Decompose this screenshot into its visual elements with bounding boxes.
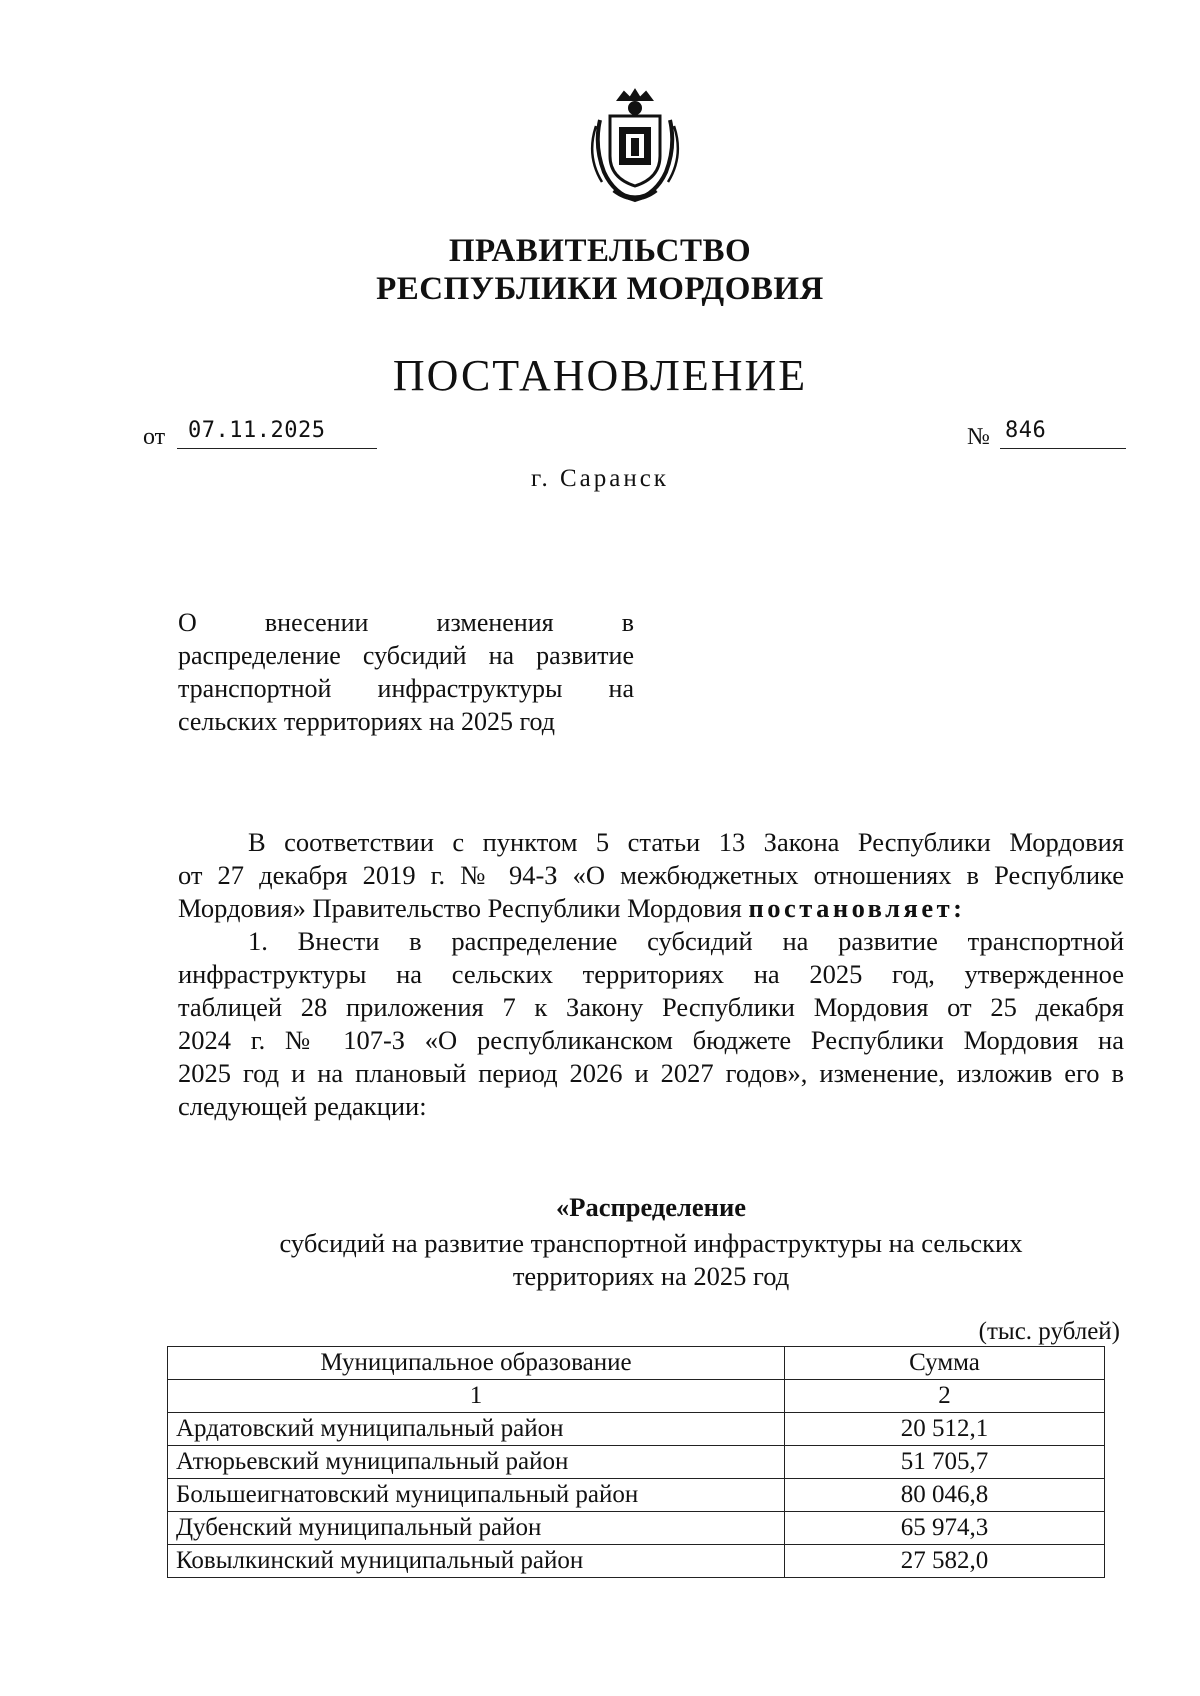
document-number: 846 (1005, 418, 1047, 443)
body-line: следующей редакции: (178, 1091, 427, 1121)
table-row (168, 1545, 1105, 1578)
subject-line: распределение субсидий на развитие (178, 641, 634, 670)
document-body (178, 826, 1124, 1123)
column-number: 1 (168, 1380, 785, 1413)
table-row (168, 1413, 1105, 1446)
distribution-subtitle (178, 1227, 1124, 1293)
city: г. Саранск (531, 465, 669, 492)
resolution-keyword: постановляет: (748, 893, 966, 923)
subsidy-amount: 27 582,0 (785, 1545, 1105, 1578)
body-paragraph-2 (178, 925, 1124, 1123)
distribution-subtitle-line2: территориях на 2025 год (512, 1261, 790, 1291)
subsidy-amount: 20 512,1 (785, 1413, 1105, 1446)
body-line (178, 892, 1124, 925)
distribution-subtitle-line1: субсидий на развитие транспортной инфраструктуры на сельских (279, 1228, 1023, 1258)
body-line: 2024 г. № 107-З «О республиканском бюджете Республики Мордовия на (178, 1025, 1124, 1055)
body-line: В соответствии с пунктом 5 статьи 13 Закона Республики Мордовия (248, 827, 1124, 857)
subsidy-amount: 65 974,3 (785, 1512, 1105, 1545)
municipality-name: Ардатовский муниципальный район (168, 1413, 785, 1446)
number-prefix: № (967, 424, 990, 450)
body-line: 1. Внести в распределение субсидий на развитие транспортной (248, 926, 1124, 956)
units-label: (тыс. рублей) (978, 1318, 1120, 1345)
org-name-line1: ПРАВИТЕЛЬСТВО (448, 233, 752, 269)
org-name-line2: РЕСПУБЛИКИ МОРДОВИЯ (376, 271, 824, 307)
subsidy-amount: 80 046,8 (785, 1479, 1105, 1512)
body-line-text: Мордовия» Правительство Республики Мордовия (178, 893, 749, 923)
subject-line: О внесении изменения в (178, 608, 634, 637)
body-line: таблицей 28 приложения 7 к Закону Республики Мордовия от 25 декабря (178, 992, 1124, 1022)
mordovia-coat-of-arms-icon (580, 86, 690, 208)
date-underline (177, 448, 377, 449)
document-type: ПОСТАНОВЛЕНИЕ (392, 351, 808, 400)
column-header-municipality: Муниципальное образование (168, 1347, 785, 1380)
body-line: 2025 год и на плановый период 2026 и 2027 годов», изменение, изложив его в (178, 1058, 1124, 1088)
body-line: инфраструктуры на сельских территориях на 2025 год, утвержденное (178, 959, 1124, 989)
body-paragraph-1 (178, 826, 1124, 925)
subject-line: сельских территориях на 2025 год (178, 707, 555, 736)
document-subject (178, 606, 634, 738)
subject-line: транспортной инфраструктуры на (178, 674, 634, 703)
table-header-row (168, 1347, 1105, 1380)
municipality-name: Атюрьевский муниципальный район (168, 1446, 785, 1479)
table-row (168, 1446, 1105, 1479)
column-number: 2 (785, 1380, 1105, 1413)
number-underline (1000, 448, 1126, 449)
table-column-numbers-row (168, 1380, 1105, 1413)
distribution-table (167, 1346, 1105, 1578)
table-row (168, 1512, 1105, 1545)
body-line: от 27 декабря 2019 г. № 94-З «О межбюджетных отношениях в Республике (178, 860, 1124, 890)
municipality-name: Большеигнатовский муниципальный район (168, 1479, 785, 1512)
municipality-name: Дубенский муниципальный район (168, 1512, 785, 1545)
document-date: 07.11.2025 (188, 418, 326, 443)
column-header-amount: Сумма (785, 1347, 1105, 1380)
municipality-name: Ковылкинский муниципальный район (168, 1545, 785, 1578)
subsidy-amount: 51 705,7 (785, 1446, 1105, 1479)
date-prefix: от (143, 424, 166, 450)
distribution-title: «Распределение (556, 1192, 746, 1222)
table-row (168, 1479, 1105, 1512)
